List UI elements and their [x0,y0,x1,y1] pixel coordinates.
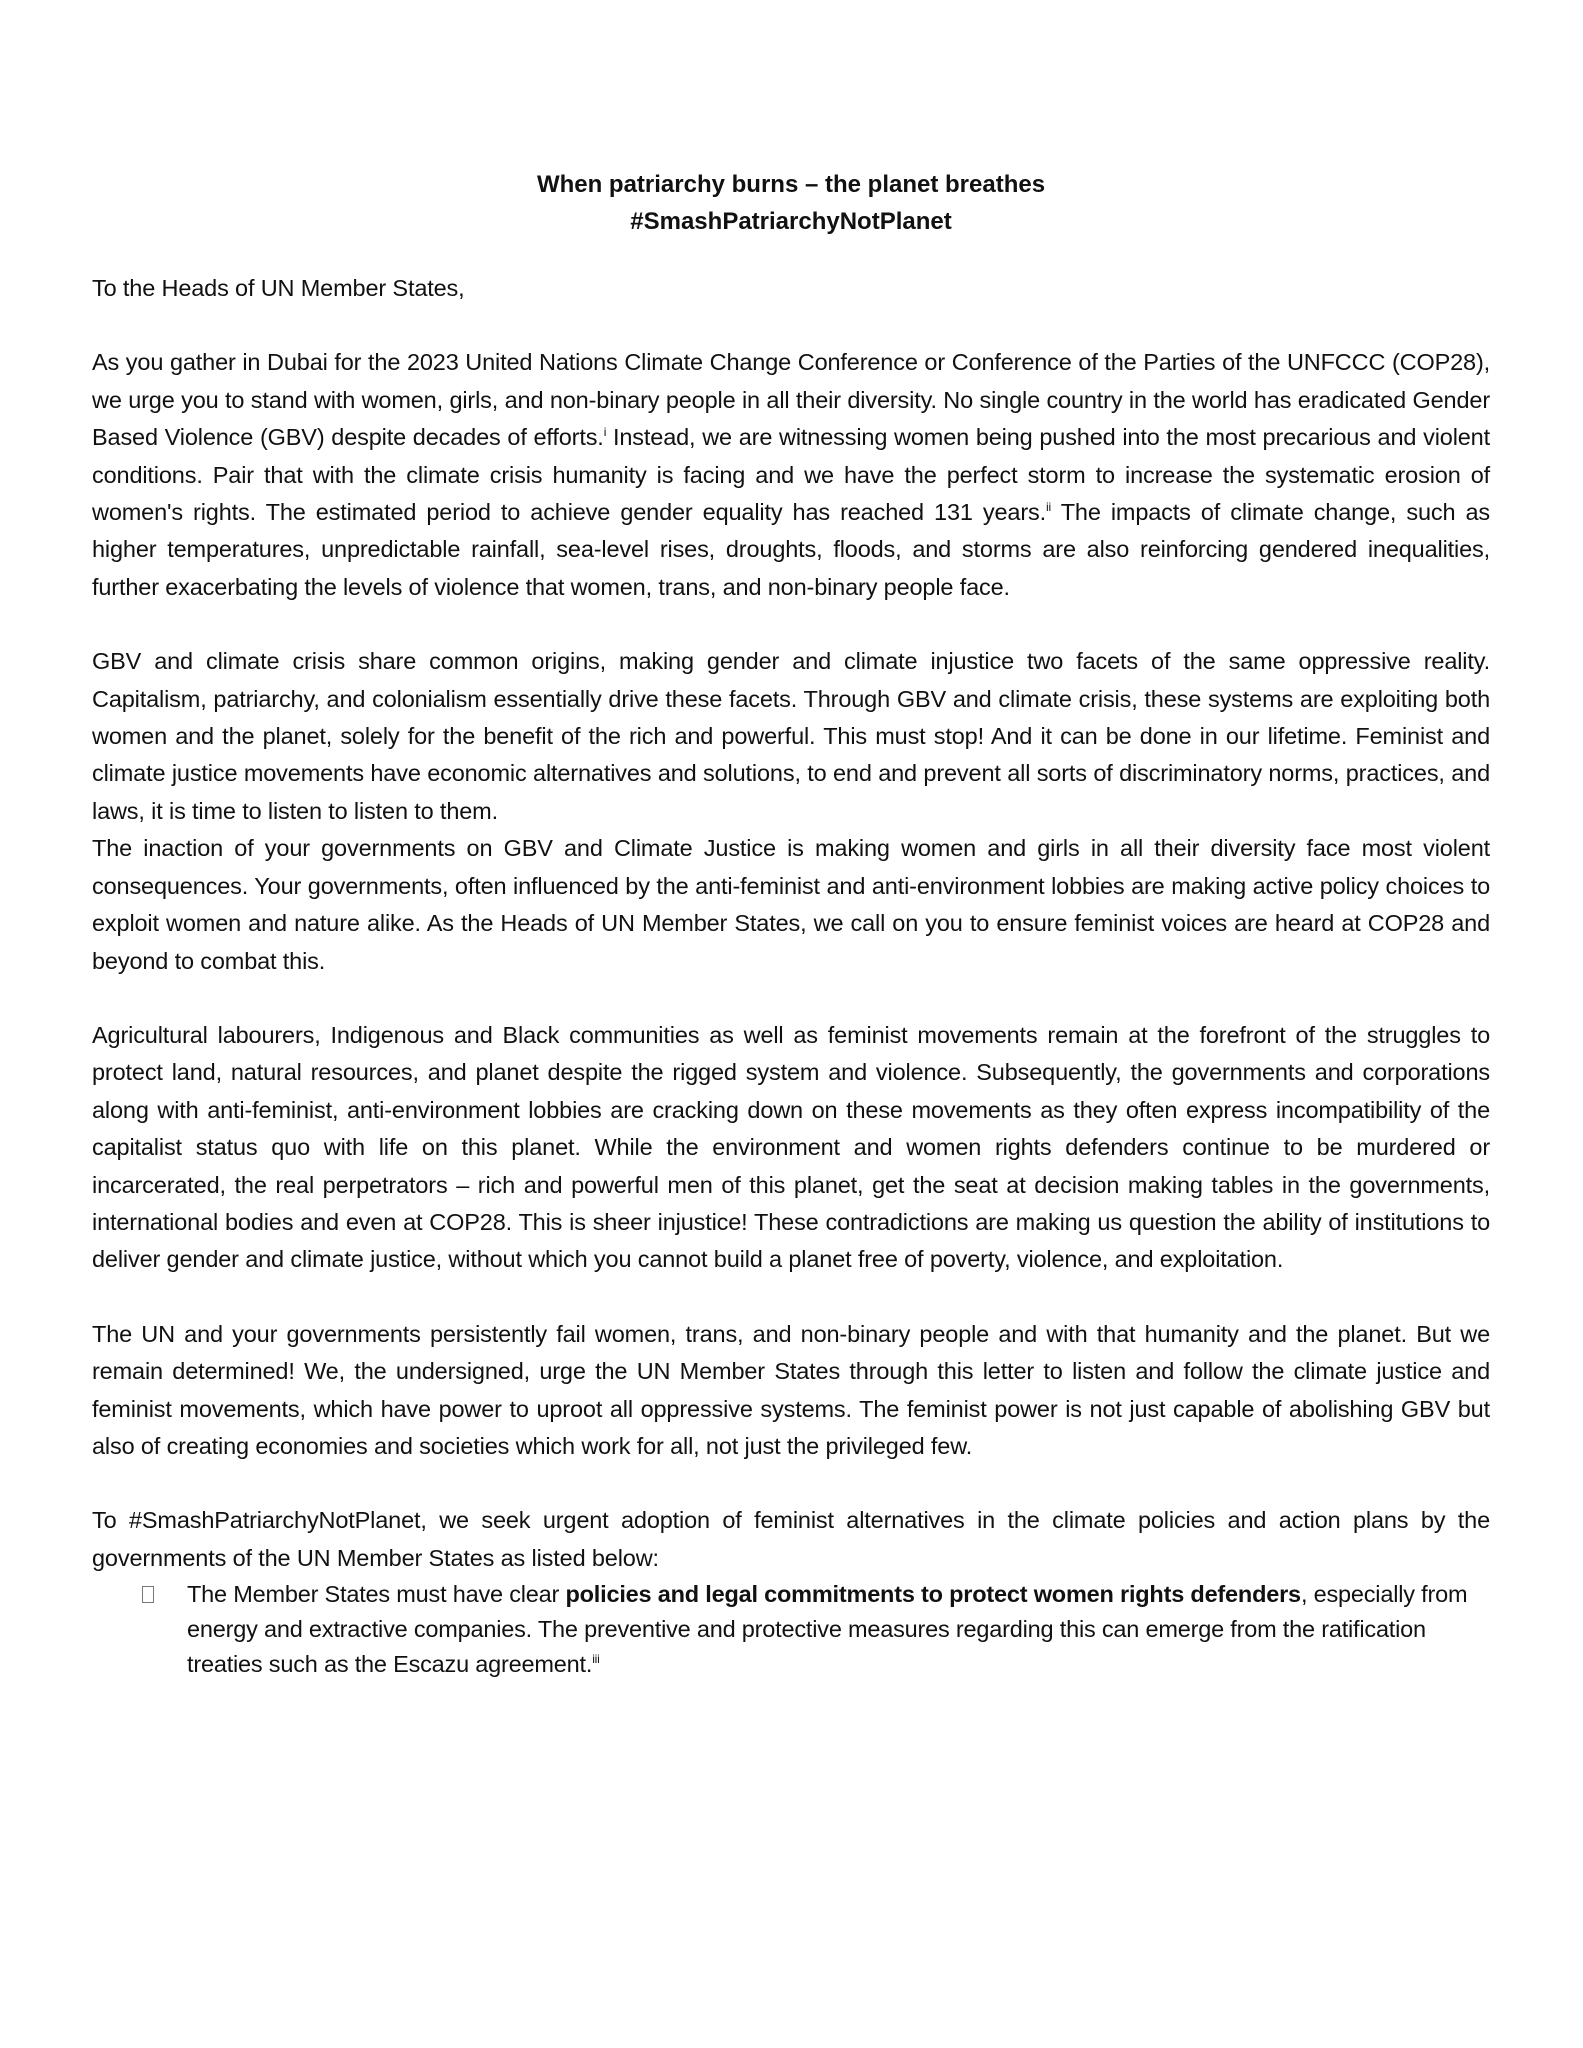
paragraph-1-part-c: The impacts of climate change, such as higher temperatures, unpredictable rainfall, sea-level rises, droughts, floods, and storms are also reinforcing gendered inequalities, further exacerbating the levels of violence that women, trans, and non-binary people face. [92,499,1491,600]
document-hashtag: #SmashPatriarchyNotPlanet [630,208,952,235]
footnote-marker-iii[interactable]: iii [592,1652,600,1667]
paragraph-6: To #SmashPatriarchyNotPlanet, we seek urgent adoption of feminist alternatives in the climate policies and action plans by the governments of the UN Member States as listed below: [92,1507,1490,1571]
list-item [92,1577,1490,1682]
title-block [92,166,1490,240]
letter-page [92,166,1490,1682]
salutation: To the Heads of UN Member States, [92,275,465,301]
demands-list [92,1577,1490,1682]
paragraph-3: The inaction of your governments on GBV and Climate Justice is making women and girls in all their diversity face most violent consequences. Your governments, often influenced by the anti-feminist and anti-environment lobbies are making active policy choices to exploit women and nature alike. As the Heads of UN Member States, we call on you to ensure feminist voices are heard at COP28 and beyond to combat this. [92,835,1490,974]
footnote-marker-i[interactable]: i [603,425,607,440]
paragraph-1-part-a: As you gather in Dubai for the 2023 United Nations Climate Change Conference or Conference of the Parties of the UNFCCC (COP28), we urge you to stand with women, girls, and non-binary people in all their diversity. No single country in the world has eradicated Gender Based Violence (GBV) despite decades of efforts. [92,349,1490,451]
box-bullet-icon [142,1586,154,1603]
list-item-text-bold: policies and legal commitments to protect women rights defenders [565,1581,1301,1608]
list-item-text-post: , especially from energy and extractive companies. The preventive and protective measures regarding this can emerge from the ratification treaties such as the Escazu agreement. [187,1581,1468,1678]
paragraph-4: Agricultural labourers, Indigenous and Black communities as well as feminist movements remain at the forefront of the struggles to protect land, natural resources, and planet despite the rigged system and violence. Subsequently, the governments and corporations along with anti-feminist, anti-environment lobbies are cracking down on these movements as they often express incompatibility of the capitalist status quo with life on this planet. While the environment and women rights defenders continue to be murdered or incarcerated, the real perpetrators – rich and powerful men of this planet, get the seat at decision making tables in the governments, international bodies and even at COP28. This is sheer injustice! These contradictions are making us question the ability of institutions to deliver gender and climate justice, without which you cannot build a planet free of poverty, violence, and exploitation. [92,1021,1490,1273]
document-title: When patriarchy burns – the planet breathes [536,171,1046,198]
paragraph-1-part-b: Instead, we are witnessing women being pushed into the most precarious and violent conditions. Pair that with the climate crisis humanity is facing and we have the perfect storm to increase the systematic erosion of women's rights. The estimated period to achieve gender equality has reached 131 years. [92,424,1490,526]
paragraph-1 [92,344,1490,606]
footnote-marker-ii[interactable]: ii [1046,500,1052,515]
paragraph-5: The UN and your governments persistently fail women, trans, and non-binary people and with that humanity and the planet. But we remain determined! We, the undersigned, urge the UN Member States through this letter to listen and follow the climate justice and feminist movements, which have power to uproot all oppressive systems. The feminist power is not just capable of abolishing GBV but also of creating economies and societies which work for all, not just the privileged few. [92,1320,1490,1459]
paragraph-2: GBV and climate crisis share common origins, making gender and climate injustice two facets of the same oppressive reality. Capitalism, patriarchy, and colonialism essentially drive these facets. Through GBV and climate crisis, these systems are exploiting both women and the planet, solely for the benefit of the rich and powerful. This must stop! And it can be done in our lifetime. Feminist and climate justice movements have economic alternatives and solutions, to end and prevent all sorts of discriminatory norms, practices, and laws, it is time to listen to listen to them. [92,648,1490,824]
list-item-text-pre: The Member States must have clear [187,1581,566,1608]
